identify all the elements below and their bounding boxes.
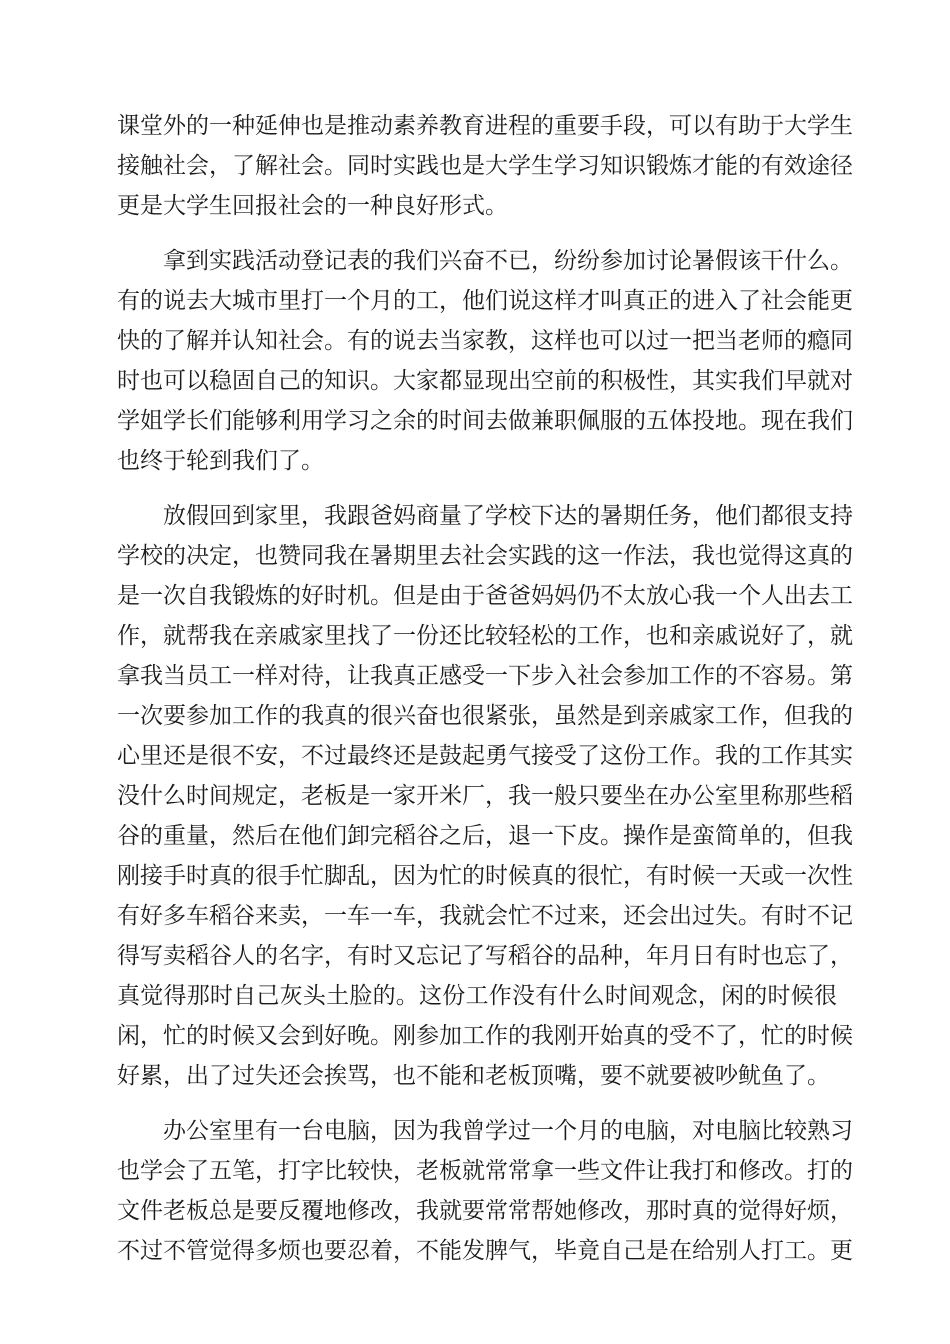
text-line: 快的了解并认知社会。有的说去当家教，这样也可以过一把当老师的瘾同: [117, 328, 853, 354]
text-line: 是一次自我锻炼的好时机。但是由于爸爸妈妈仍不太放心我一个人出去工: [117, 583, 853, 609]
text-line: 谷的重量，然后在他们卸完稻谷之后，退一下皮。操作是蛮简单的，但我: [117, 823, 853, 849]
text-line: 好累，出了过失还会挨骂，也不能和老板顶嘴，要不就要被吵鱿鱼了。: [117, 1063, 830, 1089]
text-line: 一次要参加工作的我真的很兴奋也很紧张，虽然是到亲戚家工作，但我的: [117, 703, 853, 729]
text-line: 文件老板总是要反覆地修改，我就要常常帮她修改，那时真的觉得好烦，: [117, 1198, 853, 1224]
text-line: 拿到实践活动登记表的我们兴奋不已，纷纷参加讨论暑假该干什么。: [163, 248, 853, 274]
text-line: 课堂外的一种延伸也是推动素养教育进程的重要手段，可以有助于大学生: [117, 113, 853, 139]
text-line: 学姐学长们能够利用学习之余的时间去做兼职佩服的五体投地。现在我们: [117, 408, 853, 434]
text-line: 作，就帮我在亲戚家里找了一份还比较轻松的工作，也和亲戚说好了，就: [117, 623, 853, 649]
text-line: 学校的决定，也赞同我在暑期里去社会实践的这一作法，我也觉得这真的: [117, 543, 853, 569]
text-line: 放假回到家里，我跟爸妈商量了学校下达的暑期任务，他们都很支持: [163, 503, 853, 529]
text-line: 有的说去大城市里打一个月的工，他们说这样才叫真正的进入了社会能更: [117, 288, 853, 314]
text-line: 也终于轮到我们了。: [117, 448, 324, 474]
text-line: 也学会了五笔，打字比较快，老板就常常拿一些文件让我打和修改。打的: [117, 1158, 853, 1184]
text-line: 闲，忙的时候又会到好晚。刚参加工作的我刚开始真的受不了，忙的时候: [117, 1023, 853, 1049]
text-line: 不过不管觉得多烦也要忍着，不能发脾气，毕竟自己是在给别人打工。更: [117, 1238, 853, 1264]
text-line: 心里还是很不安，不过最终还是鼓起勇气接受了这份工作。我的工作其实: [117, 743, 853, 769]
text-line: 更是大学生回报社会的一种良好形式。: [117, 193, 508, 219]
text-line: 办公室里有一台电脑，因为我曾学过一个月的电脑，对电脑比较熟习: [163, 1118, 853, 1144]
text-line: 拿我当员工一样对待，让我真正感受一下步入社会参加工作的不容易。第: [117, 663, 853, 689]
text-line: 刚接手时真的很手忙脚乱，因为忙的时候真的很忙，有时候一天或一次性: [117, 863, 853, 889]
text-line: 没什么时间规定，老板是一家开米厂，我一般只要坐在办公室里称那些稻: [117, 783, 853, 809]
text-line: 有好多车稻谷来卖，一车一车，我就会忙不过来，还会出过失。有时不记: [117, 903, 853, 929]
text-line: 真觉得那时自己灰头土脸的。这份工作没有什么时间观念，闲的时候很: [117, 983, 837, 1009]
text-line: 时也可以稳固自己的知识。大家都显现出空前的积极性，其实我们早就对: [117, 368, 853, 394]
text-line: 得写卖稻谷人的名字，有时又忘记了写稻谷的品种，年月日有时也忘了，: [117, 943, 853, 969]
text-line: 接触社会，了解社会。同时实践也是大学生学习知识锻炼才能的有效途径: [117, 153, 853, 179]
